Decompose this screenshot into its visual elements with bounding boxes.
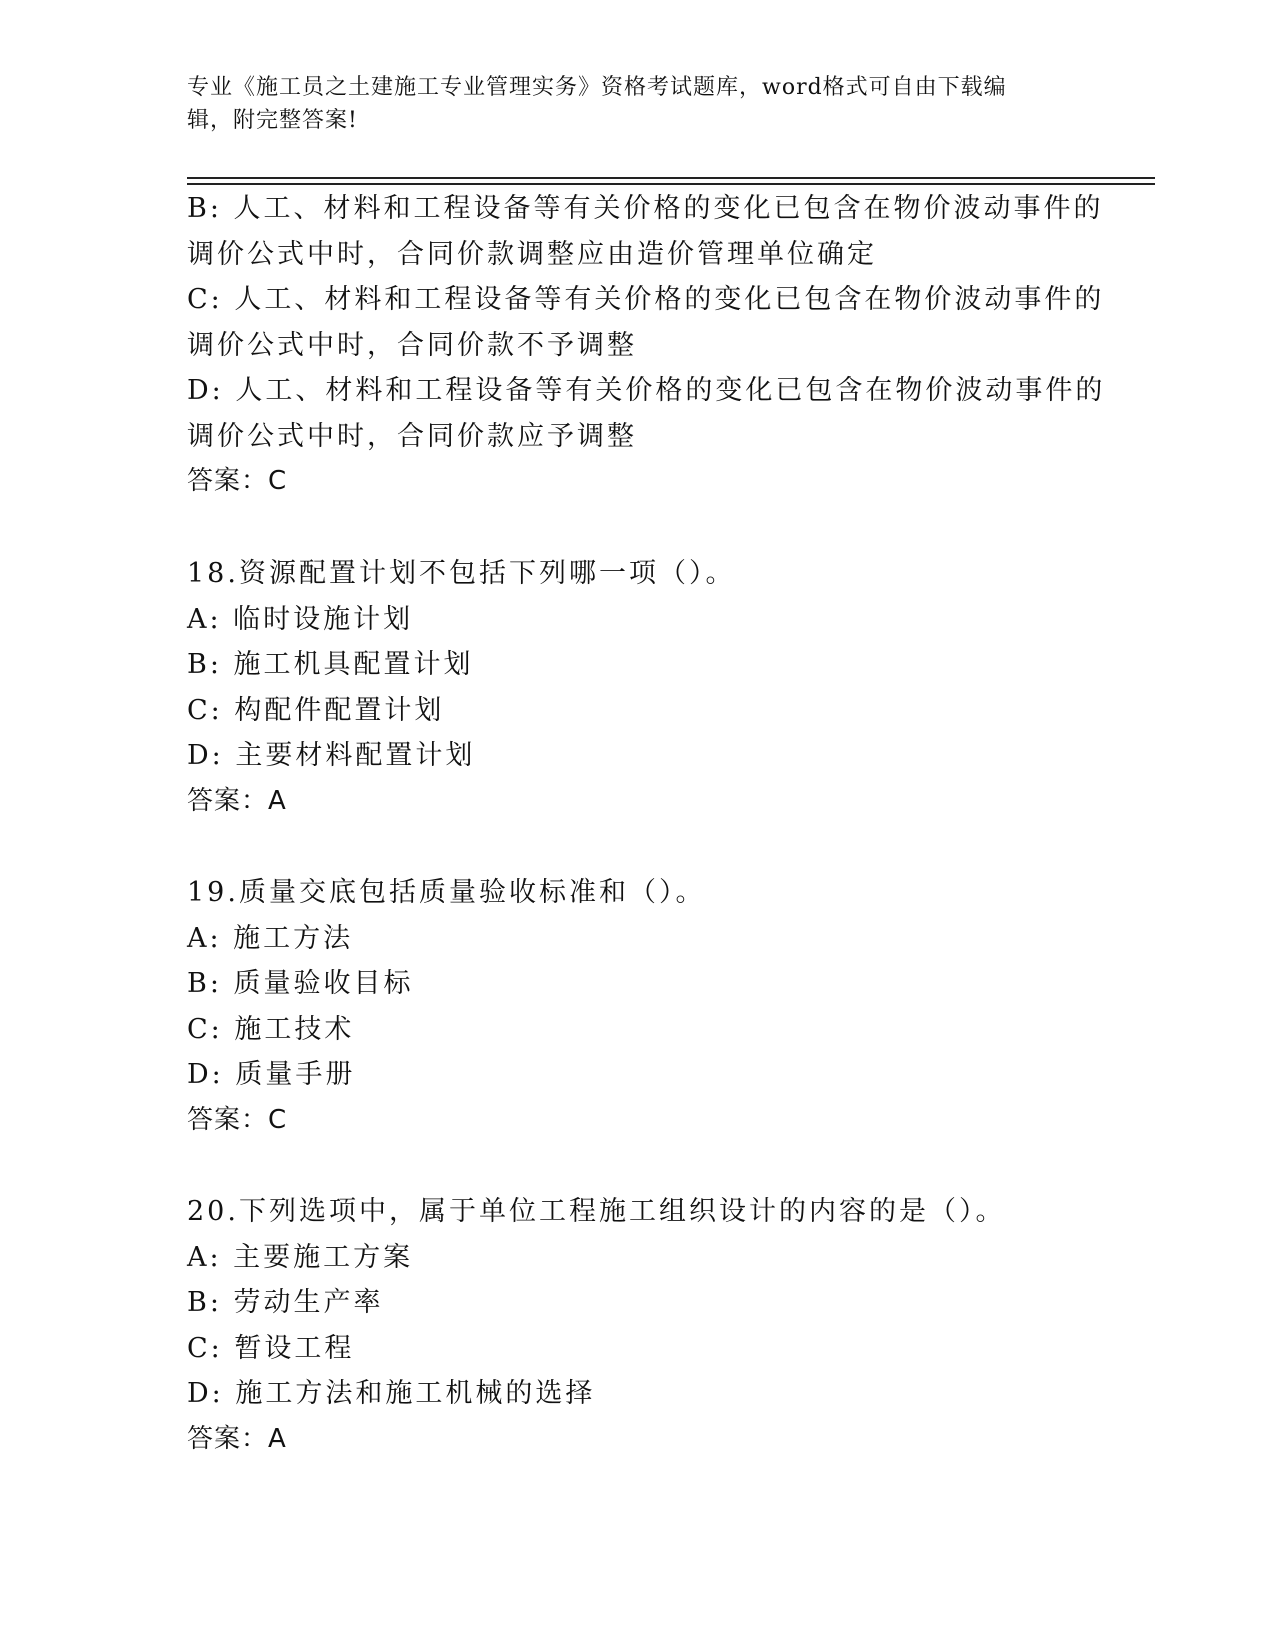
question-text: 20.下列选项中，属于单位工程施工组织设计的内容的是（）。 <box>187 1196 1006 1227</box>
option-b: B: 施工机具配置计划 <box>187 649 474 680</box>
question-text: 19.质量交底包括质量验收标准和（）。 <box>187 877 706 908</box>
option-d-line-1: D: 人工、材料和工程设备等有关价格的变化已包含在物价波动事件的 <box>187 375 1106 406</box>
option-c: C: 构配件配置计划 <box>187 694 445 726</box>
option-a: A: 临时设施计划 <box>187 603 414 635</box>
option-a: A: 施工方法 <box>187 922 354 954</box>
question-18 <box>187 551 1087 824</box>
header-divider-bottom <box>187 183 1155 185</box>
option-b: B: 劳动生产率 <box>187 1287 384 1318</box>
question-17-tail <box>187 186 1106 505</box>
answer-label: 答案：C <box>187 1104 288 1135</box>
option-b-line-2: 调价公式中时，合同价款调整应由造价管理单位确定 <box>187 238 877 270</box>
option-c-line-1: C: 人工、材料和工程设备等有关价格的变化已包含在物价波动事件的 <box>187 284 1105 315</box>
option-a: A: 主要施工方案 <box>187 1241 414 1273</box>
option-c: C: 施工技术 <box>187 1013 355 1045</box>
option-d: D: 主要材料配置计划 <box>187 740 476 771</box>
header-title-line-1: 专业《施工员之土建施工专业管理实务》资格考试题库，word格式可自由下载编 <box>187 75 1007 100</box>
option-c-line-2: 调价公式中时，合同价款不予调整 <box>187 329 637 361</box>
answer-label: 答案：C <box>187 466 288 496</box>
option-b-line-1: B: 人工、材料和工程设备等有关价格的变化已包含在物价波动事件的 <box>187 193 1104 224</box>
option-c: C: 暂设工程 <box>187 1332 355 1364</box>
option-d-line-2: 调价公式中时，合同价款应予调整 <box>187 420 637 452</box>
header-title-line-2: 辑，附完整答案! <box>187 108 358 133</box>
question-text: 18.资源配置计划不包括下列哪一项（）。 <box>187 558 736 589</box>
option-b: B: 质量验收目标 <box>187 968 414 999</box>
answer-label: 答案：A <box>187 1423 287 1454</box>
answer-label: 答案：A <box>187 785 287 816</box>
question-20 <box>187 1189 1087 1462</box>
document-header <box>187 71 1077 137</box>
question-19 <box>187 870 1087 1143</box>
option-d: D: 质量手册 <box>187 1059 356 1090</box>
option-d: D: 施工方法和施工机械的选择 <box>187 1378 596 1409</box>
header-divider-top <box>187 177 1155 179</box>
